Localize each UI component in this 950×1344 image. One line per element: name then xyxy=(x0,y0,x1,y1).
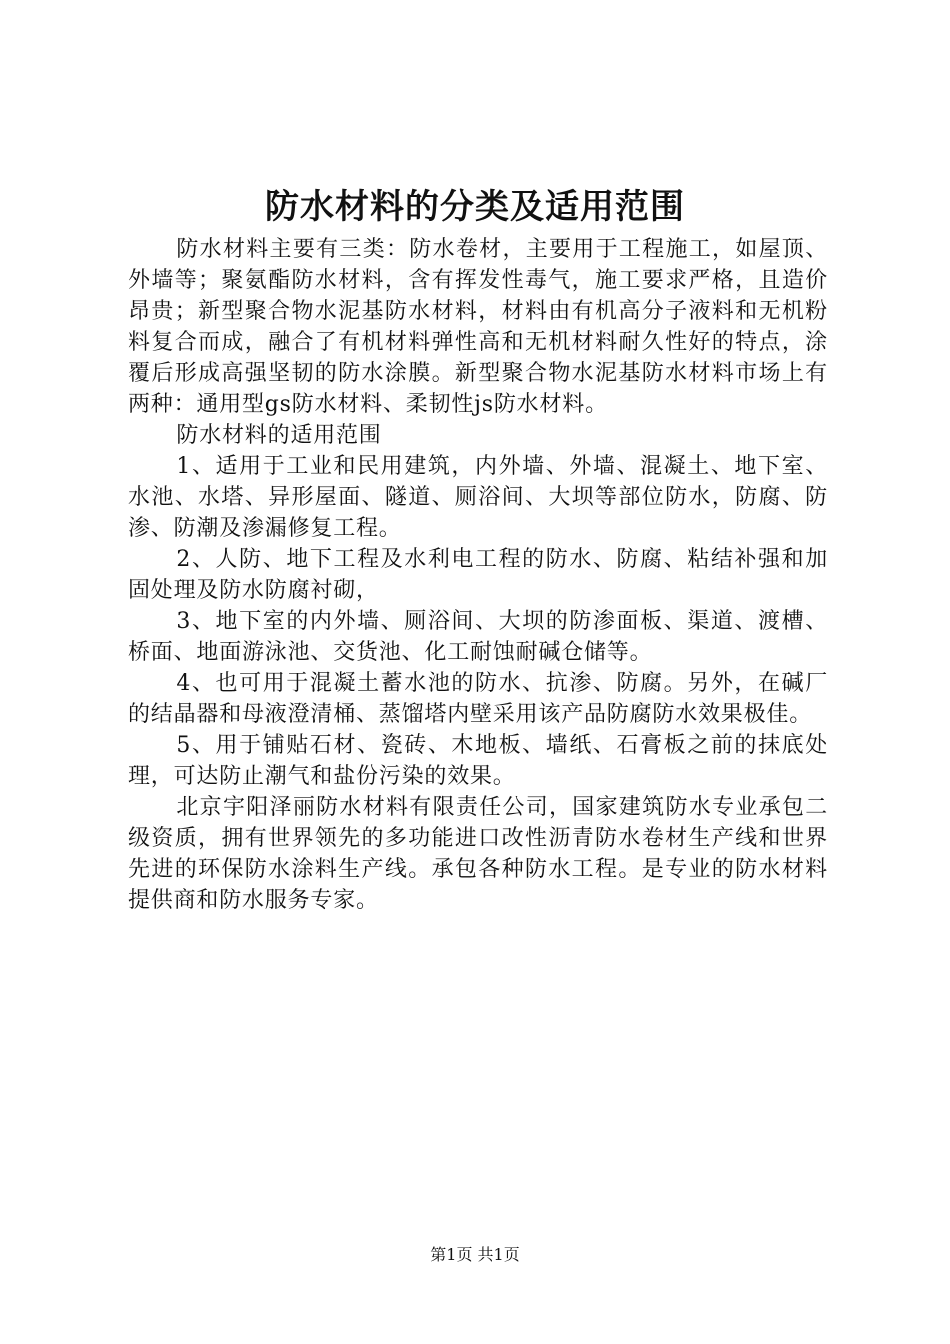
paragraph-item-3: 3、地下室的内外墙、厕浴间、大坝的防渗面板、渠道、渡槽、桥面、地面游泳池、交货池、化工耐蚀耐碱仓储等。 xyxy=(128,609,828,665)
paragraph-company: 北京宇阳泽丽防水材料有限责任公司，国家建筑防水专业承包二级资质，拥有世界领先的多功能进口改性沥青防水卷材生产线和世界先进的环保防水涂料生产线。承包各种防水工程。是专业的防水材料提供商和防水服务专家。 xyxy=(128,795,828,913)
paragraph-item-5: 5、用于铺贴石材、瓷砖、木地板、墙纸、石膏板之前的抹底处理，可达防止潮气和盐份污染的效果。 xyxy=(128,733,828,789)
paragraph-scope-heading: 防水材料的适用范围 xyxy=(176,423,382,448)
paragraph-intro: 防水材料主要有三类：防水卷材，主要用于工程施工，如屋顶、外墙等；聚氨酯防水材料，含有挥发性毒气，施工要求严格，且造价昂贵；新型聚合物水泥基防水材料，材料由有机高分子液料和无机粉料复合而成，融合了有机材料弹性高和无机材料耐久性好的特点，涂覆后形成高强坚韧的防水涂膜。新型聚合物水泥基防水材料市场上有两种：通用型gs防水材料、柔韧性js防水材料。 xyxy=(128,237,828,417)
paragraph-item-1: 1、适用于工业和民用建筑，内外墙、外墙、混凝土、地下室、水池、水塔、异形屋面、隧道、厕浴间、大坝等部位防水，防腐、防渗、防潮及渗漏修复工程。 xyxy=(128,454,828,541)
paragraph-item-4: 4、也可用于混凝土蓄水池的防水、抗渗、防腐。另外，在碱厂的结晶器和母液澄清桶、蒸馏塔内壁采用该产品防腐防水效果极佳。 xyxy=(128,671,828,727)
page-footer: 第1页 共1页 xyxy=(430,1245,520,1264)
document-title: 防水材料的分类及适用范围 xyxy=(265,187,685,227)
document-body xyxy=(128,234,828,916)
paragraph-item-2: 2、人防、地下工程及水利电工程的防水、防腐、粘结补强和加固处理及防水防腐衬砌， xyxy=(128,547,828,603)
